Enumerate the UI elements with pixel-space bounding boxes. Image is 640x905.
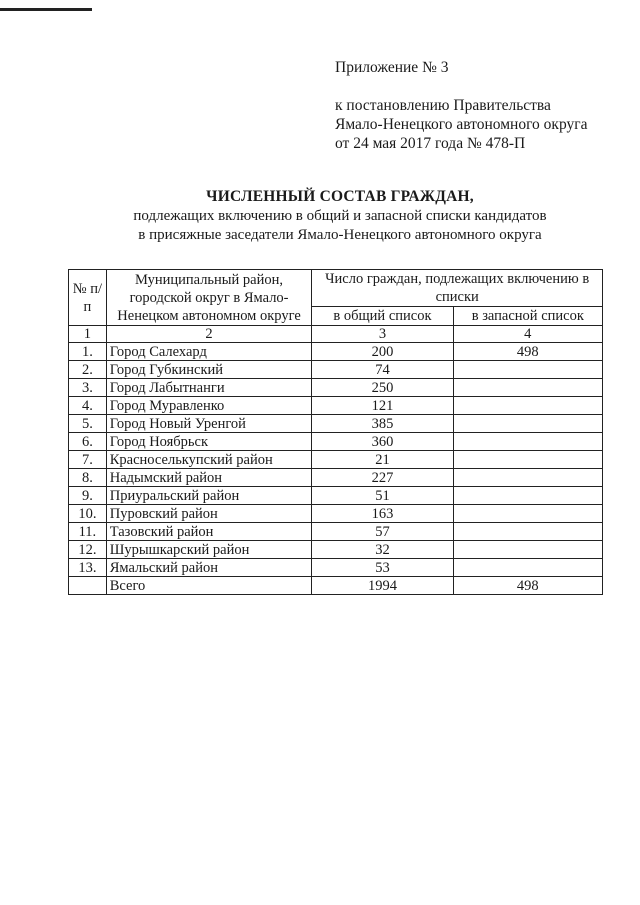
table-row — [69, 343, 603, 361]
appendix-block — [335, 58, 587, 153]
header-general: в общий список — [312, 307, 453, 326]
total-reserve: 498 — [453, 577, 602, 595]
row-district: Приуральский район — [106, 487, 312, 505]
table-row — [69, 397, 603, 415]
row-reserve: 498 — [453, 343, 602, 361]
header-citizens: Число граждан, подлежащих включению в списки — [312, 270, 603, 307]
index-row — [69, 326, 603, 343]
row-general: 385 — [312, 415, 453, 433]
row-general: 200 — [312, 343, 453, 361]
row-reserve — [453, 559, 602, 577]
row-reserve — [453, 541, 602, 559]
row-general: 57 — [312, 523, 453, 541]
row-district: Город Салехард — [106, 343, 312, 361]
row-reserve — [453, 487, 602, 505]
row-general: 32 — [312, 541, 453, 559]
row-num: 8. — [69, 469, 107, 487]
index-cell: 3 — [312, 326, 453, 343]
row-general: 360 — [312, 433, 453, 451]
row-reserve — [453, 433, 602, 451]
row-num: 1. — [69, 343, 107, 361]
row-district: Шурышкарский район — [106, 541, 312, 559]
appendix-label: Приложение № 3 — [335, 59, 449, 76]
appendix-line-4: от 24 мая 2017 года № 478-П — [335, 135, 526, 152]
row-district: Город Ноябрьск — [106, 433, 312, 451]
row-district: Тазовский район — [106, 523, 312, 541]
row-reserve — [453, 397, 602, 415]
row-num: 2. — [69, 361, 107, 379]
row-district: Надымский район — [106, 469, 312, 487]
row-district: Город Губкинский — [106, 361, 312, 379]
row-reserve — [453, 379, 602, 397]
index-cell: 1 — [69, 326, 107, 343]
row-district: Город Лабытнанги — [106, 379, 312, 397]
appendix-line-2: к постановлению Правительства — [335, 97, 551, 114]
table-row — [69, 523, 603, 541]
row-district: Город Муравленко — [106, 397, 312, 415]
table-row — [69, 487, 603, 505]
table-row — [69, 469, 603, 487]
row-reserve — [453, 361, 602, 379]
row-district: Ямальский район — [106, 559, 312, 577]
row-num: 11. — [69, 523, 107, 541]
row-reserve — [453, 415, 602, 433]
row-num: 3. — [69, 379, 107, 397]
row-num: 9. — [69, 487, 107, 505]
title-block — [60, 187, 620, 245]
citizens-count-table — [68, 269, 603, 595]
row-reserve — [453, 523, 602, 541]
row-general: 53 — [312, 559, 453, 577]
row-num: 5. — [69, 415, 107, 433]
row-num: 13. — [69, 559, 107, 577]
document-subtitle-1: подлежащих включению в общий и запасной списки кандидатов — [133, 208, 547, 224]
table-row — [69, 505, 603, 523]
row-reserve — [453, 451, 602, 469]
row-district: Город Новый Уренгой — [106, 415, 312, 433]
appendix-line-3: Ямало-Ненецкого автономного округа — [335, 116, 588, 133]
header-reserve: в запасной список — [453, 307, 602, 326]
index-cell: 4 — [453, 326, 602, 343]
header-num: № п/п — [69, 270, 107, 326]
row-general: 74 — [312, 361, 453, 379]
row-district: Красноселькупский район — [106, 451, 312, 469]
row-general: 51 — [312, 487, 453, 505]
header-district: Муниципальный район, городской округ в Ямало-Ненецком автономном округе — [106, 270, 312, 326]
row-reserve — [453, 505, 602, 523]
total-label: Всего — [106, 577, 312, 595]
table-row — [69, 433, 603, 451]
table-row — [69, 451, 603, 469]
total-general: 1994 — [312, 577, 453, 595]
table-row — [69, 361, 603, 379]
table-row — [69, 379, 603, 397]
total-row — [69, 577, 603, 595]
table-row — [69, 415, 603, 433]
row-district: Пуровский район — [106, 505, 312, 523]
document-subtitle-2: в присяжные заседатели Ямало-Ненецкого автономного округа — [138, 227, 542, 243]
table-row — [69, 559, 603, 577]
document-title: ЧИСЛЕННЫЙ СОСТАВ ГРАЖДАН, — [206, 188, 474, 205]
row-num: 4. — [69, 397, 107, 415]
row-general: 250 — [312, 379, 453, 397]
row-num: 10. — [69, 505, 107, 523]
row-general: 227 — [312, 469, 453, 487]
row-general: 163 — [312, 505, 453, 523]
scan-edge-mark — [0, 8, 92, 11]
row-general: 21 — [312, 451, 453, 469]
row-reserve — [453, 469, 602, 487]
table-row — [69, 541, 603, 559]
row-general: 121 — [312, 397, 453, 415]
index-cell: 2 — [106, 326, 312, 343]
table-header-row — [69, 270, 603, 307]
row-num: 12. — [69, 541, 107, 559]
row-num: 6. — [69, 433, 107, 451]
row-num: 7. — [69, 451, 107, 469]
total-num-blank — [69, 577, 107, 595]
